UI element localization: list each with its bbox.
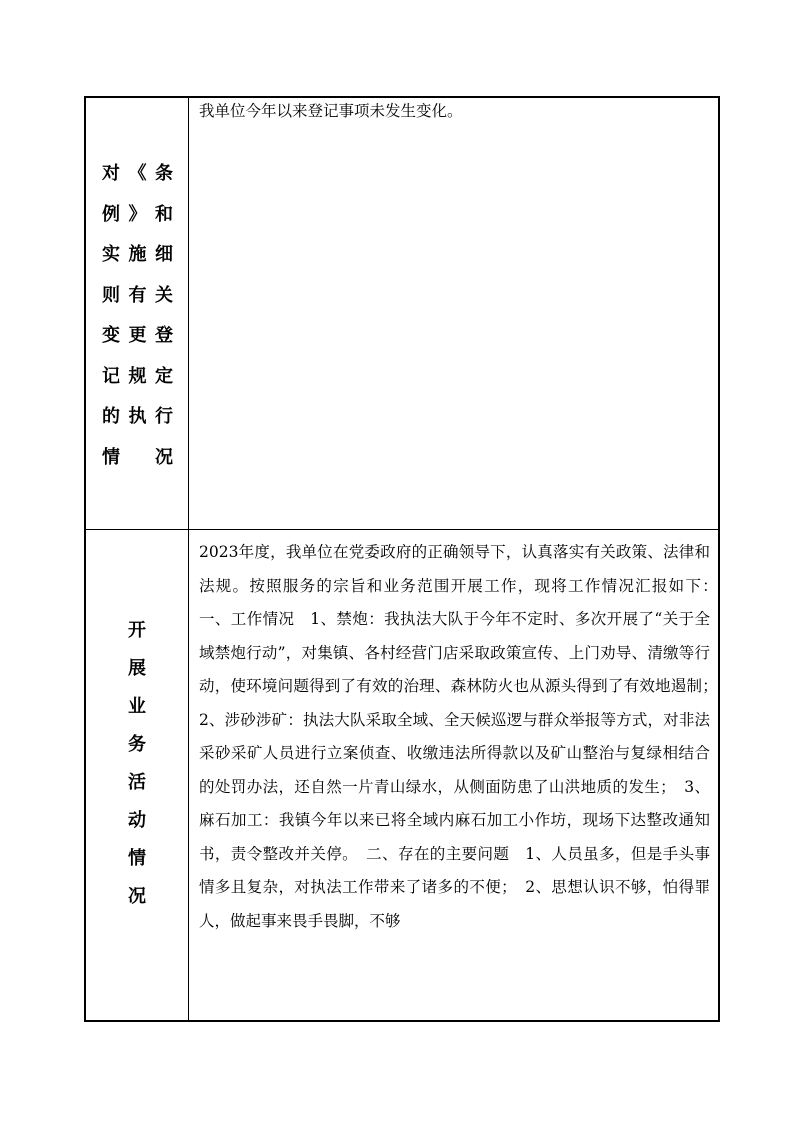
report-form-table — [84, 96, 726, 1022]
activities-label-char: 情 — [128, 848, 146, 869]
activities-label-char: 业 — [128, 696, 146, 717]
activities-content: 2023年度，我单位在党委政府的正确领导下，认真落实有关政策、法律和法规。按照服务的宗旨和业务范围开展工作，现将工作情况汇报如下： 一、工作情况 1、禁炮：我执法大队于今年不定时、多次开展了“关于全域禁炮行动”，对集镇、各村经营门店采取政策宣传、上门劝导、清缴等行动，使环境问题得到了有效的治理、森林防火也从源头得到了有效地遏制； 2、涉砂涉矿：执法大队采取全域、全天候巡逻与群众举报等方式，对非法采砂采矿人员进行立案侦查、收缴违法所得款以及矿山整治与复绿相结合的处罚办法，还自然一片青山绿水，从侧面防患了山洪地质的发生； 3、麻石加工：我镇今年以来已将全域内麻石加工小作坊，现场下达整改通知书，责令整改并关停。 二、存在的主要问题 1、人员虽多，但是手头事情多且复杂，对执法工作带来了诸多的不便； 2、思想认识不够，怕得罪人，做起事来畏手畏脚，不够 — [199, 543, 726, 930]
registration-label: 对《条例》和实施细则有关变更登记规定的执行情 况 — [102, 163, 174, 468]
activities-label — [86, 612, 188, 916]
table-row-registration — [86, 98, 718, 530]
activities-label-char: 展 — [128, 658, 146, 679]
activities-label-char: 开 — [128, 620, 146, 641]
activities-label-char: 活 — [128, 772, 146, 793]
content-cell-registration — [189, 98, 718, 529]
label-cell-registration — [86, 98, 189, 529]
label-cell-activities — [86, 530, 189, 1022]
content-cell-activities — [189, 530, 726, 1022]
activities-label-char: 况 — [128, 886, 146, 907]
activities-label-char: 务 — [128, 734, 146, 755]
table-row-activities — [86, 530, 726, 1022]
activities-label-char: 动 — [128, 810, 146, 831]
registration-content: 我单位今年以来登记事项未发生变化。 — [199, 102, 463, 120]
